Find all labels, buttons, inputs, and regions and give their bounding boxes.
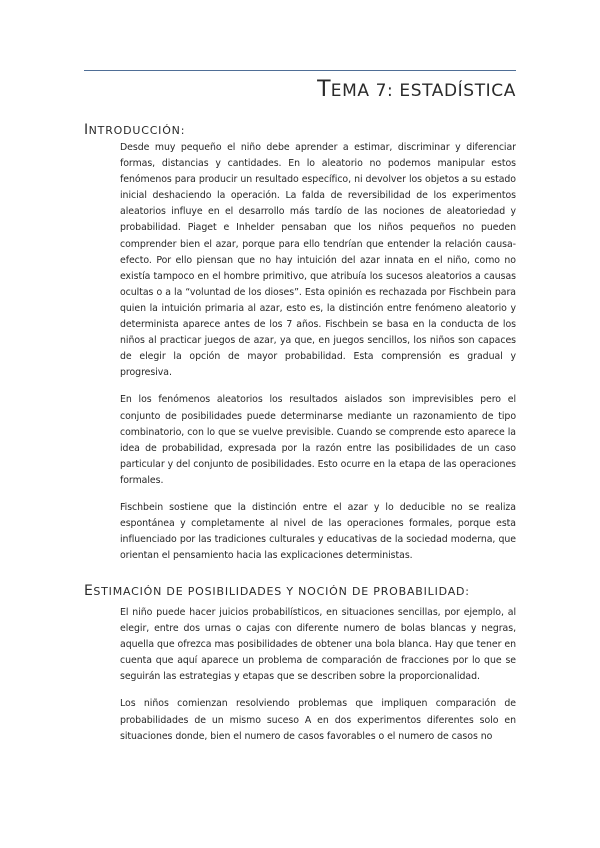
paragraph: Los niños comienzan resolviendo problemas que impliquen comparación de probabilidades de un mismo suceso A en dos experimentos diferentes solo en situaciones donde, bien el numero de casos favorables o el numero de casos no xyxy=(120,698,516,742)
section-heading-rest: STIMACIÓN DE POSIBILIDADES Y NOCIÓN DE PROBABILIDAD: xyxy=(93,585,470,598)
section-heading-rest: NTRODUCCIÓN: xyxy=(88,124,186,137)
section-heading-estimacion xyxy=(84,582,470,601)
paragraph: El niño puede hacer juicios probabilísticos, en situaciones sencillas, por ejemplo, al elegir, entre dos urnas o cajas con diferente numero de bolas blancas y negras, aquella que ofrezca mas posibilidades de obtener una bola blanca. Hay que tener en cuenta que aquí aparece un problema de comparación de fracciones por lo que se seguirán las estrategias y etapas que se describen sobre la proporcionalidad. xyxy=(120,607,516,683)
paragraph: En los fenómenos aleatorios los resultados aislados son imprevisibles pero el conjunto de posibilidades puede determinarse mediante un razonamiento de tipo combinatorio, con lo que se vuelve previsible. Cuando se comprende esto aparece la idea de probabilidad, expresada por la razón entre las posibilidades de un caso particular y del conjunto de posibilidades. Esto ocurre en la etapa de las operaciones formales. xyxy=(120,394,516,486)
page-title-initial: T xyxy=(317,77,331,102)
page-title-rest: EMA 7: ESTADÍSTICA xyxy=(330,81,516,101)
section-heading-initial: I xyxy=(84,122,89,138)
page-title xyxy=(317,76,516,105)
intro-section-body xyxy=(120,140,516,575)
section-heading-initial: E xyxy=(84,583,94,599)
paragraph: Desde muy pequeño el niño debe aprender a estimar, discriminar y diferenciar formas, distancias y cantidades. En lo aleatorio no podemos manipular estos fenómenos para producir un resultado específico, ni devolver los objetos a su estado inicial deshaciendo la operación. La falda de reversibilidad de los experimentos aleatorios influye en el desarrollo más tardío de las nociones de aleatoriedad y probabilidad. Piaget e Inhelder pensaban que los niños pequeños no pueden comprender bien el azar, porque para ello tendrían que entender la relación causa-efecto. Por ello piensan que no hay intuición del azar innata en el niño, como no existía tampoco en el hombre primitivo, que atribuía los sucesos aleatorios a causas ocultas o a la “voluntad de los dioses”. Esta opinión es rechazada por Fischbein para quien la intuición primaria al azar, esto es, la distinción entre fenómeno aleatorio y determinista aparece antes de los 7 años. Fischbein se basa en la conducta de los niños al practicar juegos de azar, ya que, en juegos sencillos, los niños son capaces de elegir la opción de mayor probabilidad. Esta comprensión es gradual y progresiva. xyxy=(120,142,516,379)
section-heading-introduccion xyxy=(84,121,185,140)
estimacion-section-body xyxy=(120,605,516,756)
paragraph: Fischbein sostiene que la distinción entre el azar y lo deducible no se realiza espontánea y completamente al nivel de las operaciones formales, porque esta influenciado por las tradiciones culturales y educativas de la sociedad moderna, que orientan el pensamiento hacia las explicaciones deterministas. xyxy=(120,501,516,562)
header-rule xyxy=(84,70,516,71)
